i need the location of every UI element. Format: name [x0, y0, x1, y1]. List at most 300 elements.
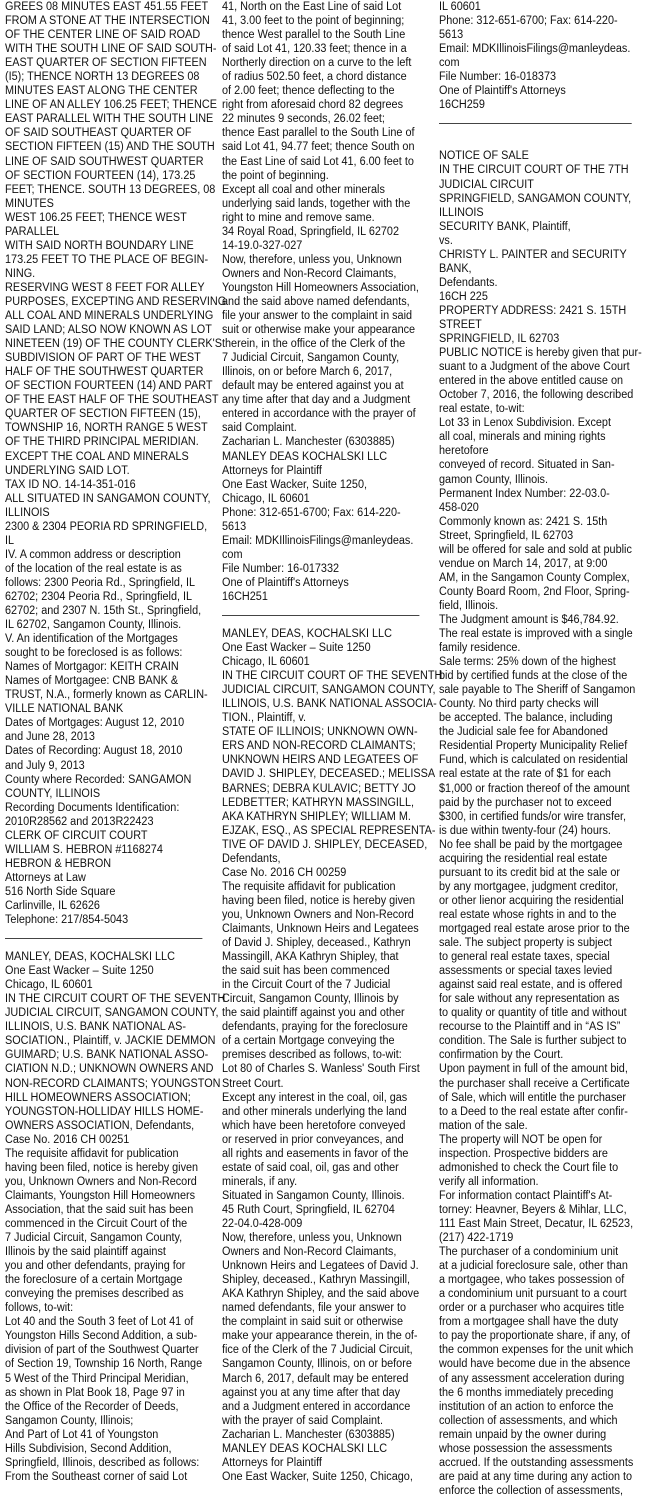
notice-text-line: the purchaser shall receive a Certificate [439, 1077, 630, 1090]
notice-text-line: suant to a Judgment of the above Court [439, 361, 630, 374]
notice-text-line: thence East parallel to the South Line of [222, 127, 415, 140]
notice-text-line: premises described as follows, to-wit: [222, 1049, 402, 1062]
notice-text-line: underlying said lands, together with the [222, 197, 411, 210]
notice-text-line: EJZAK, ESQ., AS SPECIAL REPRESENTA- [222, 824, 436, 837]
notice-text-line: Zacharian L. Manchester (6303885) [222, 436, 395, 449]
notice-text-line: PUBLIC NOTICE is hereby given that pur- [439, 347, 642, 360]
notice-text-line: of a certain Mortgage conveying the [222, 1035, 395, 1048]
notice-text-line: Permanent Index Number: 22-03.0- [439, 487, 610, 500]
notice-text-line: IN THE CIRCUIT COURT OF THE SEVENTH [222, 670, 443, 683]
notice-text-line: mortgaged real estate arose prior to the [439, 923, 630, 935]
notice-text-line: CIATION N.D.; UNKNOWN OWNERS AND [5, 1063, 214, 1076]
notice-text-line: EXCEPT THE COAL AND MINERALS [5, 450, 189, 463]
notice-text-line: (I5); THENCE NORTH 13 DEGREES 08 [5, 71, 200, 84]
notice-text-line: For information contact Plaintiff's At- [439, 1189, 613, 1202]
notice-text-line: Case No. 2016 CH 00259 [222, 866, 347, 879]
notice-text-line: com [222, 548, 243, 561]
notice-text-line: NON-RECORD CLAIMANTS; YOUNGSTON [5, 1077, 221, 1090]
notice-text-line: Claimants, Youngston Hill Homeowners [5, 1189, 196, 1202]
notice-text-block [222, 0, 419, 604]
notice-text-line: Springfield, Illinois, described as follows: [5, 1456, 200, 1469]
notice-text-line: acquiring the residential real estate [439, 852, 608, 865]
notice-separator [222, 604, 419, 627]
notice-text-line: the said plaintiff against you and other [222, 1007, 405, 1020]
notice-text-line: Zacharian L. Manchester (6303885) [222, 1428, 395, 1441]
notice-text-line: file your answer to the complaint in said [222, 310, 413, 323]
notice-text-line: of the location of the real estate is as [5, 562, 182, 575]
notice-text-line: 5 West of the Third Principal Meridian, [5, 1372, 189, 1385]
notice-text-line: One East Wacker, Suite 1250, Chicago, [222, 1470, 413, 1483]
notice-text-line: by any mortgagee, judgment creditor, [439, 880, 619, 893]
notice-text-line: 111 East Main Street, Decatur, IL 62523, [439, 1217, 634, 1230]
notice-text-line: OF THE CENTER LINE OF SAID ROAD [5, 29, 201, 42]
notice-text-line: TAX ID NO. 14-14-351-016 [5, 478, 136, 491]
notice-text-line: said Lot 41, 94.77 feet; thence South on [222, 141, 415, 154]
notice-text-line: family residence. [439, 642, 521, 655]
notice-text-line: Dates of Mortgages: August 12, 2010 [5, 717, 185, 730]
notice-text-line: SOCIATION., Plaintiff, v. JACKIE DEMMON [5, 1035, 216, 1048]
notice-text-line: IL 62702, Sangamon County, Illinois. [5, 619, 182, 632]
notice-text-line: TIVE OF DAVID J. SHIPLEY, DECEASED, [222, 838, 428, 851]
notice-text-line: against said real estate, and is offered [439, 979, 623, 992]
notice-text-line: 41, 3.00 feet to the point of beginning; [222, 15, 405, 28]
notice-text-line: One of Plaintiff's Attorneys [439, 85, 566, 98]
notice-text-line: follows: 2300 Peoria Rd., Springfield, IL [5, 576, 196, 589]
notice-text-line: File Number: 16-018373 [439, 71, 557, 84]
notice-text-line: fice of the Clerk of the 7 Judicial Circuit, [222, 1344, 413, 1357]
notice-text-line: OF SECTION FOURTEEN (14), 173.25 [5, 169, 196, 182]
notice-text-line: pursuant to its credit bid at the sale or [439, 866, 621, 879]
notice-text-line: of any assessment acceleration during [439, 1372, 625, 1385]
notice-text-line: ILLINOIS [439, 206, 484, 219]
notice-text-line: order or a purchaser who acquires title [439, 1302, 625, 1315]
notice-text-line: the 6 months immediately preceding [439, 1386, 614, 1399]
notice-text-line: Residential Property Municipality Relief [439, 740, 628, 753]
notice-text-line: Street, Springfield, IL 62703 [439, 529, 574, 542]
notice-text-line: Massingill, AKA Kathryn Shipley, that [222, 951, 399, 964]
notice-text-line: IN THE CIRCUIT COURT OF THE SEVENTH [5, 993, 226, 1006]
notice-text-line: Lot 80 of Charles S. Wanless' South First [222, 1063, 420, 1076]
notice-text-line: to pay the proportionate share, if any, of [439, 1330, 631, 1343]
notice-text-line: MANLEY DEAS KOCHALSKI LLC [222, 450, 388, 463]
notice-text-line: right from aforesaid chord 82 degrees [222, 99, 404, 112]
notice-text-line: Case No. 2016 CH 00251 [5, 1133, 130, 1146]
notice-text-line: JUDICIAL CIRCUIT, SANGAMON COUNTY, [222, 684, 436, 697]
notice-text-line: and a Judgment entered in accordance [222, 1400, 411, 1413]
notice-text-line: the said suit has been commenced [222, 965, 390, 978]
notice-text-line: 22-04.0-428-009 [222, 1217, 303, 1230]
notice-text-line: 41, North on the East Line of said Lot [222, 1, 402, 13]
notice-text-line: estate of said coal, oil, gas and other [222, 1161, 399, 1174]
notice-text-line: from a mortgagee shall have the duty [439, 1316, 619, 1329]
notice-text-line: admonished to check the Court file to [439, 1161, 619, 1174]
notice-text-line: Attorneys for Plaintiff [222, 464, 322, 477]
notice-text-line: One East Wacker, Suite 1250, [222, 478, 368, 491]
notice-text-line: UNKNOWN HEIRS AND LEGATEES OF [222, 754, 419, 767]
notice-text-line: the Office of the Recorder of Deeds, [5, 1400, 179, 1413]
notice-text-line: the point of beginning. [222, 169, 329, 182]
notice-text-line: of said Lot 41, 120.33 feet; thence in a [222, 43, 407, 56]
notice-text-line: The requisite affidavit for publication [222, 880, 396, 893]
notice-text-line: WILLIAM S. HEBRON #1168274 [5, 843, 163, 856]
blank-line [439, 135, 632, 149]
notice-text-line: ILLINOIS, U.S. BANK NATIONAL ASSOCIA- [222, 698, 437, 711]
notice-text-line: UNDERLYING SAID LOT. [5, 464, 130, 477]
notice-text-line: com [439, 57, 460, 70]
notice-text-line: and other minerals underlying the land [222, 1105, 407, 1118]
notice-text-line: entered in the above entitled cause on [439, 375, 624, 388]
notice-text-line: The requisite affidavit for publication [5, 1147, 179, 1160]
notice-text-line: against you at any time after that day [222, 1386, 400, 1399]
notice-text-line: 62702; and 2307 N. 15th St., Springfield, [5, 605, 202, 618]
notice-text-line: field, Illinois. [439, 599, 499, 612]
notice-text-line: OWNERS ASSOCIATION, Defendants, [5, 1119, 195, 1132]
notice-text-line: JUDICIAL CIRCUIT [439, 178, 534, 191]
notice-text-line: QUARTER OF SECTION FIFTEEN (15), [5, 408, 201, 421]
notice-text-line: ILLINOIS [5, 506, 50, 519]
notice-text-line: Upon payment in full of the amount bid, [439, 1063, 628, 1076]
column-2 [222, 0, 443, 1507]
notice-text-line: $1,000 or fraction thereof of the amount [439, 782, 630, 795]
notice-text-line: LINE OF SAID SOUTHWEST QUARTER [5, 155, 204, 168]
notice-text-line: mation of the sale. [439, 1119, 528, 1132]
notice-text-line: MANLEY, DEAS, KOCHALSKI LLC [222, 628, 392, 641]
notice-separator [439, 112, 632, 135]
notice-text-line: vendue on March 14, 2017, at 9:00 [439, 557, 608, 570]
notice-text-line: collection of assessments, and which [439, 1414, 618, 1427]
column-1 [5, 0, 227, 1507]
notice-text-line: IN THE CIRCUIT COURT OF THE 7TH [439, 164, 629, 177]
notice-text-line: condition. The Sale is further subject to [439, 1035, 627, 1048]
notice-text-line: is due within twenty-four (24) hours. [439, 824, 611, 837]
notice-text-line: Commonly known as: 2421 S. 15th [439, 515, 608, 528]
notice-text-line: Now, therefore, unless you, Unknown [222, 253, 402, 266]
notice-text-line: all coal, minerals and mining rights [439, 431, 606, 444]
notice-text-line: The real estate is improved with a single [439, 628, 633, 641]
notice-text-line: WEST 106.25 FEET; THENCE WEST [5, 211, 187, 224]
notice-text-line: AKA KATHRYN SHIPLEY; WILLIAM M. [222, 810, 411, 823]
notice-text-line: a mortgagee, who takes possession of [439, 1274, 625, 1287]
notice-text-line: BARNES; DEBRA KULAVIC; BETTY JO [222, 782, 416, 795]
notice-text-line: suit or otherwise make your appearance [222, 324, 416, 337]
notice-text-block [222, 627, 443, 1484]
notice-text-line: Lot 33 in Lenox Subdivision. Except [439, 417, 611, 430]
notice-text-line: named defendants, file your answer to [222, 1302, 407, 1315]
notice-text-line: BANK, [439, 262, 472, 275]
notice-text-line: thence West parallel to the South Line [222, 29, 406, 42]
notice-text-line: ALL COAL AND MINERALS UNDERLYING [5, 310, 214, 323]
notice-text-line: County Board Room, 2nd Floor, Spring- [439, 585, 630, 598]
notice-text-line: would have become due in the absence [439, 1358, 631, 1371]
notice-text-line: Northerly direction on a curve to the left [222, 57, 412, 70]
notice-text-line: HEBRON & HEBRON [5, 857, 112, 870]
notice-text-line: whose possession the assessments [439, 1442, 613, 1455]
notice-text-line: commenced in the Circuit Court of the [5, 1217, 188, 1230]
notice-text-line: 16CH 225 [439, 290, 488, 303]
notice-text-line: of David J. Shipley, deceased., Kathryn [222, 937, 411, 950]
notice-text-line: GUIMARD; U.S. BANK NATIONAL ASSO- [5, 1049, 209, 1062]
notice-text-line: and June 28, 2013 [5, 731, 95, 744]
notice-text-line: SAID LAND; ALSO NOW KNOWN AS LOT [5, 324, 212, 337]
notice-text-line: STREET [439, 318, 482, 331]
notice-text-line: of 2.00 feet; thence deflecting to the [222, 85, 395, 98]
notice-text-line: County where Recorded: SANGAMON [5, 773, 192, 786]
notice-text-line: Except all coal and other minerals [222, 183, 385, 196]
notice-text-line: NOTICE OF SALE [439, 150, 529, 163]
notice-text-line: STATE OF ILLINOIS; UNKNOWN OWN- [222, 726, 418, 739]
notice-text-line: the common expenses for the unit which [439, 1344, 634, 1357]
notice-text-line: IL 60601 [439, 1, 481, 13]
notice-text-block [5, 950, 226, 1484]
notice-text-line: MINUTES EAST ALONG THE CENTER [5, 85, 198, 98]
notice-text-line: Defendants, [222, 852, 281, 865]
notice-text-line: Carlinville, IL 62626 [5, 900, 100, 912]
notice-text-line: sought to be foreclosed is as follows: [5, 647, 183, 660]
notice-text-line: SPRINGFIELD, IL 62703 [439, 333, 560, 346]
notice-text-line: Email: MDKIllinoisFilings@manleydeas. [439, 43, 631, 56]
notice-text-line: real estate whose rights in and to the [439, 908, 617, 921]
notice-text-line: 45 Ruth Court, Springfield, IL 62704 [222, 1203, 395, 1216]
notice-text-line: 34 Royal Road, Springfield, IL 62702 [222, 225, 399, 238]
notice-text-line: which have been heretofore conveyed [222, 1119, 406, 1132]
notice-text-line: 22 minutes 9 seconds, 26.02 feet; [222, 113, 385, 126]
notice-text-line: CLERK OF CIRCUIT COURT [5, 829, 148, 842]
notice-text-line: sale. The subject property is subject [439, 937, 612, 950]
notice-text-line: Claimants, Unknown Heirs and Legatees [222, 923, 419, 935]
column-3 [439, 0, 642, 1507]
notice-text-line: CHRISTY L. PAINTER and SECURITY [439, 248, 627, 261]
notice-text-line: vs. [439, 234, 453, 247]
notice-text-line: make your appearance therein, in the of- [222, 1330, 418, 1343]
notice-text-line: IV. A common address or description [5, 548, 181, 561]
notice-text-line: SUBDIVISION OF PART OF THE WEST [5, 352, 201, 365]
notice-text-line: 2300 & 2304 PEORIA RD SPRINGFIELD, [5, 520, 208, 533]
notice-text-line: you and other defendants, praying for [5, 1260, 186, 1273]
notice-text-line: Situated in Sangamon County, Illinois. [222, 1189, 405, 1202]
notice-text-line: ILLINOIS, U.S. BANK NATIONAL AS- [5, 1021, 186, 1034]
notice-text-line: ERS AND NON-RECORD CLAIMANTS; [222, 740, 416, 753]
notice-text-line: Circuit, Sangamon County, Illinois by [222, 993, 399, 1006]
notice-text-line: therein, in the office of the Clerk of the [222, 338, 406, 351]
notice-text-line: AM, in the Sangamon County Complex, [439, 571, 630, 584]
notice-text-line: WITH SAID NORTH BOUNDARY LINE [5, 239, 194, 252]
notice-text-line: YOUNGSTON-HOLLIDAY HILLS HOME- [5, 1105, 204, 1118]
notice-text-line: recourse to the Plaintiff and in “AS IS” [439, 1021, 621, 1034]
notice-text-line: conveying the premises described as [5, 1288, 184, 1301]
notice-text-line: 7 Judicial Circuit, Sangamon County, [5, 1232, 183, 1245]
notice-text-line: 516 North Side Square [5, 885, 116, 898]
notice-text-line: to a Deed to the real estate after confir- [439, 1105, 628, 1118]
notice-text-line: (217) 422-1719 [439, 1232, 514, 1245]
notice-text-line: will be offered for sale and sold at public [439, 543, 632, 556]
notice-text-line: all rights and easements in favor of the [222, 1147, 409, 1160]
notice-text-line: MANLEY DEAS KOCHALSKI LLC [222, 1442, 388, 1455]
notice-text-line: Sale terms: 25% down of the highest [439, 656, 616, 669]
notice-text-line: for sale without any representation as [439, 993, 620, 1006]
notice-text-line: Fund, which is calculated on residential [439, 754, 628, 767]
notice-text-line: SECURITY BANK, Plaintiff, [439, 220, 571, 233]
notice-text-line: TION., Plaintiff, v. [222, 712, 307, 725]
notice-text-line: Sangamon County, Illinois, on or before [222, 1358, 412, 1371]
notice-text-line: RESERVING WEST 8 FEET FOR ALLEY [5, 281, 205, 294]
notice-text-line: the foreclosure of a certain Mortgage [5, 1274, 183, 1287]
notice-text-line: Association, that the said suit has been [5, 1203, 194, 1216]
notice-text-line: Chicago, IL 60601 [222, 492, 310, 505]
notice-text-line: SECTION FIFTEEN (15) AND THE SOUTH [5, 141, 215, 154]
notice-text-line: or other lienor acquiring the residential [439, 894, 624, 907]
notice-text-line: having been filed, notice is hereby given [222, 894, 416, 907]
notice-text-line: sale payable to The Sheriff of Sangamon [439, 684, 636, 697]
notice-text-line: Youngston Hills Second Addition, a sub- [5, 1330, 198, 1343]
notice-text-line: real estate, to-wit: [439, 403, 525, 416]
notice-text-line: Attorneys for Plaintiff [222, 1456, 322, 1469]
notice-text-line: in the Circuit Court of the 7 Judicial [222, 979, 391, 992]
notice-text-line: EAST QUARTER OF SECTION FIFTEEN [5, 57, 207, 70]
notice-text-line: The purchaser of a condominium unit [439, 1246, 619, 1259]
notice-text-line: Hills Subdivision, Second Addition, [5, 1442, 172, 1455]
notice-text-line: entered in accordance with the prayer of [222, 408, 416, 421]
notice-text-line: at a judicial foreclosure sale, other than [439, 1260, 628, 1273]
notice-text-line: Chicago, IL 60601 [222, 656, 310, 669]
notice-text-line: of Sale, which will entitle the purchaser [439, 1091, 627, 1104]
notice-text-line: DAVID J. SHIPLEY, DECEASED.; MELISSA [222, 768, 436, 781]
notice-text-line: paid by the purchaser not to exceed [439, 796, 612, 809]
notice-text-line: 173.25 FEET TO THE PLACE OF BEGIN- [5, 253, 209, 266]
notice-text-line: 16CH251 [222, 590, 268, 603]
notice-text-line: Illinois by the said plaintiff against [5, 1246, 166, 1259]
notice-text-line: Chicago, IL 60601 [5, 979, 93, 992]
notice-text-line: ALL SITUATED IN SANGAMON COUNTY, [5, 492, 211, 505]
notice-text-line: MANLEY, DEAS, KOCHALSKI LLC [5, 951, 175, 964]
notice-text-line: as shown in Plat Book 18, Page 97 in [5, 1386, 185, 1399]
notice-text-line: 16CH259 [439, 99, 485, 112]
notice-text-line: or reserved in prior conveyances, and [222, 1133, 404, 1146]
notice-text-line: Sangamon County, Illinois; [5, 1414, 134, 1427]
notice-text-line: 62702; 2304 Peoria Rd., Springfield, IL [5, 590, 193, 603]
notice-text-line: From the Southeast corner of said Lot [5, 1470, 188, 1483]
notice-text-line: Phone: 312-651-6700; Fax: 614-220- [439, 15, 618, 28]
notice-text-line: EAST PARALLEL WITH THE SOUTH LINE [5, 113, 214, 126]
notice-text-line: File Number: 16-017332 [222, 562, 340, 575]
notice-text-line: OF SAID SOUTHEAST QUARTER OF [5, 127, 192, 140]
notice-text-line: follows, to-wit: [5, 1302, 74, 1315]
notice-text-line: AKA Kathryn Shipley, and the said above [222, 1288, 420, 1301]
notice-text-line: GREES 08 MINUTES EAST 451.55 FEET [5, 1, 209, 13]
notice-text-line: you, Unknown Owners and Non-Record [222, 908, 414, 921]
notice-text-line: TRUST, N.A., formerly known as CARLIN- [5, 689, 208, 702]
notice-text-line: 14-19.0-327-027 [222, 239, 303, 252]
notice-text-line: FEET; THENCE. SOUTH 13 DEGREES, 08 [5, 183, 216, 196]
notice-text-line: NINETEEN (19) OF THE COUNTY CLERK'S [5, 338, 222, 351]
notice-text-line: HALF OF THE SOUTHWEST QUARTER [5, 366, 204, 379]
notice-text-line: Attorneys at Law [5, 871, 86, 884]
notice-text-line: torney: Heavner, Beyers & Mihlar, LLC, [439, 1203, 627, 1216]
notice-text-line: are paid at any time during any action to [439, 1470, 633, 1483]
notice-text-line: 458-020 [439, 501, 479, 514]
notice-text-line: PARALLEL [5, 225, 60, 238]
notice-text-line: of Section 19, Township 16 North, Range [5, 1358, 203, 1371]
notice-text-line: Dates of Recording: August 18, 2010 [5, 745, 183, 758]
notice-text-line: institution of an action to enforce the [439, 1400, 614, 1413]
notice-text-line: a condominium unit pursuant to a court [439, 1288, 627, 1301]
notice-text-line: Owners and Non-Record Claimants, [222, 1246, 397, 1259]
notice-text-line: assessments or special taxes levied [439, 965, 613, 978]
notice-text-line: $300, in certified funds/or wire transfer, [439, 810, 627, 823]
notice-text-line: Recording Documents Identification: [5, 801, 180, 814]
notice-text-line: No fee shall be paid by the mortgagee [439, 838, 623, 851]
notice-text-line: 7 Judicial Circuit, Sangamon County, [222, 352, 400, 365]
notice-text-line: The Judgment amount is $46,784.92. [439, 613, 619, 626]
notice-text-line: County. No third party checks will [439, 698, 599, 711]
notice-text-line: enforce the collection of assessments, [439, 1484, 624, 1497]
notice-text-line: Phone: 312-651-6700; Fax: 614-220- [222, 506, 401, 519]
notice-text-line: defendants, praying for the foreclosure [222, 1021, 408, 1034]
notice-text-line: WITH THE SOUTH LINE OF SAID SOUTH- [5, 43, 217, 56]
notice-text-line: Now, therefore, unless you, Unknown [222, 1232, 402, 1245]
notice-text-line: having been filed, notice is hereby given [5, 1161, 199, 1174]
notice-text-line: V. An identification of the Mortgages [5, 633, 178, 646]
notice-text-line: of radius 502.50 feet, a chord distance [222, 71, 407, 84]
notice-text-line: Defendants. [439, 276, 498, 289]
notice-text-line: One East Wacker – Suite 1250 [5, 965, 154, 978]
notice-text-line: OF THE EAST HALF OF THE SOUTHEAST [5, 394, 219, 407]
notice-text-line: to quality or quantity of title and without [439, 1007, 627, 1020]
notice-text-line: division of part of the Southwest Quarter [5, 1344, 199, 1357]
notice-text-line: you, Unknown Owners and Non-Record [5, 1175, 197, 1188]
notice-text-line: Owners and Non-Record Claimants, [222, 267, 397, 280]
notice-text-line: real estate at the rate of $1 for each [439, 768, 611, 781]
notice-text-line: conveyed of record. Situated in San- [439, 459, 615, 472]
notice-text-line: the complaint in said suit or otherwise [222, 1316, 403, 1329]
notice-text-line: to general real estate taxes, special [439, 951, 610, 964]
notice-text-line: SPRINGFIELD, SANGAMON COUNTY, [439, 192, 632, 205]
notice-text-line: The property will NOT be open for [439, 1133, 603, 1146]
notice-text-line: 2010R28562 and 2013R22423 [5, 815, 154, 828]
notice-text-line: Except any interest in the coal, oil, gas [222, 1091, 408, 1104]
notice-text-line: accrued. If the outstanding assessments [439, 1456, 634, 1469]
notice-text-line: JUDICIAL CIRCUIT, SANGAMON COUNTY, [5, 1007, 219, 1020]
notice-text-line: MINUTES [5, 197, 54, 210]
notice-text-line: OF THE THIRD PRINCIPAL MERIDIAN. [5, 436, 199, 449]
notice-text-line: heretofore [439, 445, 489, 458]
notice-text-line: the Judicial sale fee for Abandoned [439, 726, 608, 739]
notice-text-block [5, 0, 227, 927]
notice-text-line: October 7, 2016, the following described [439, 389, 634, 402]
notice-text-line: Email: MDKIllinoisFilings@manleydeas. [222, 534, 414, 547]
notice-text-line: 5613 [439, 29, 464, 42]
notice-text-block [439, 149, 642, 1498]
notice-text-line: And Part of Lot 41 of Youngston [5, 1428, 159, 1441]
notice-separator [5, 927, 202, 950]
notice-text-line: IL [5, 534, 15, 547]
notice-text-line: Names of Mortgagor: KEITH CRAIN [5, 661, 179, 674]
notice-text-line: March 6, 2017, default may be entered [222, 1372, 409, 1385]
notice-text-line: remain unpaid by the owner during [439, 1428, 607, 1441]
notice-text-line: LEDBETTER; KATHRYN MASSINGILL, [222, 796, 415, 809]
notice-text-line: VILLE NATIONAL BANK [5, 703, 124, 716]
notice-text-line: Lot 40 and the South 3 feet of Lot 41 of [5, 1316, 194, 1329]
notice-text-line: One of Plaintiff's Attorneys [222, 576, 349, 589]
notice-text-line: OF SECTION FOURTEEN (14) AND PART [5, 380, 213, 393]
notice-text-line: COUNTY, ILLINOIS [5, 787, 101, 800]
notice-text-line: inspection. Prospective bidders are [439, 1147, 608, 1160]
notice-text-line: right to mine and remove same. [222, 211, 375, 224]
notice-text-line: gamon County, Illinois. [439, 473, 549, 486]
notice-text-line: FROM A STONE AT THE INTERSECTION [5, 15, 210, 28]
notice-text-line: PURPOSES, EXCEPTING AND RESERVING [5, 295, 227, 308]
notice-text-line: be accepted. The balance, including [439, 712, 613, 725]
notice-text-line: Shipley, deceased., Kathryn Massingill, [222, 1274, 411, 1287]
